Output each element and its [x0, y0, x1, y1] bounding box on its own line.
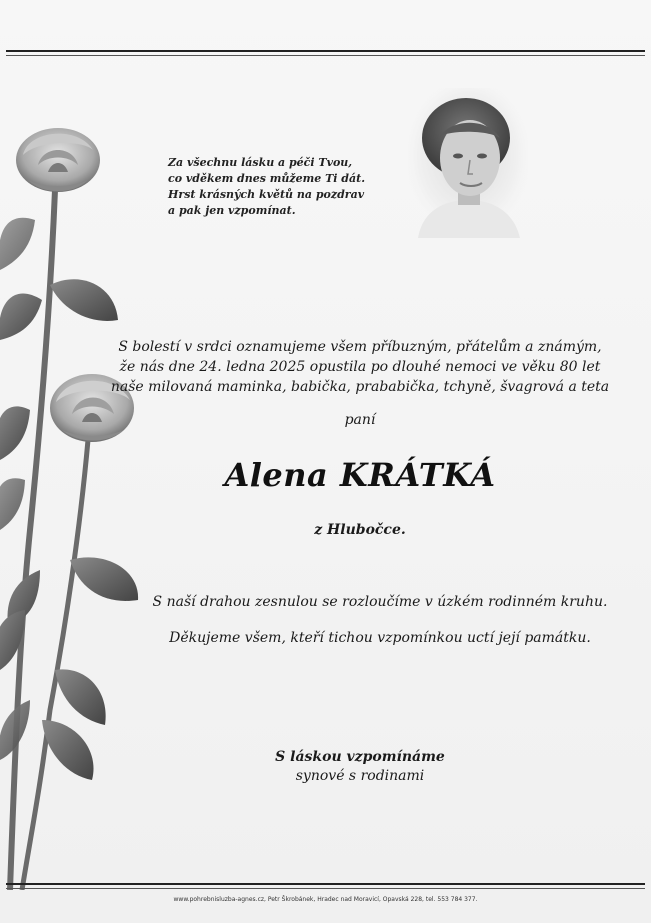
signature-line-2: synové s rodinami [295, 768, 425, 784]
bottom-rule [6, 883, 645, 885]
announcement-text [100, 337, 620, 397]
poem-line: Hrst krásných květů na pozdrav [168, 188, 365, 201]
signature-line-1: S láskou vzpomínáme [275, 749, 445, 765]
top-rule-thin [6, 55, 645, 56]
signature [230, 748, 490, 786]
bottom-rule-thin [6, 888, 645, 889]
poem-line: a pak jen vzpomínat. [168, 204, 296, 217]
rose-decoration-icon [0, 110, 150, 890]
poem-line: co vděkem dnes můžeme Ti dát. [168, 172, 366, 185]
top-rule [6, 50, 645, 52]
deceased-name: Alena KRÁTKÁ [224, 456, 496, 494]
farewell-line-1: S naší drahou zesnulou se rozloučíme v úzkém rodinném kruhu. [152, 594, 608, 610]
announcement-line: že nás dne 24. ledna 2025 opustila po dlouhé nemoci ve věku 80 let [119, 359, 601, 375]
memorial-poem [168, 155, 408, 219]
announcement-line: naše milovaná maminka, babička, prababička, tchyně, švagrová a teta [110, 379, 610, 395]
farewell-line-2: Děkujeme všem, kteří tichou vzpomínkou uctí její památku. [169, 630, 591, 646]
title-pani: paní [344, 412, 376, 428]
portrait-photo-icon [408, 88, 528, 238]
announcement-line: S bolestí v srdci oznamujeme všem příbuzným, přátelům a známým, [118, 339, 602, 355]
deceased-place: z Hlubočce. [314, 522, 406, 538]
poem-line: Za všechnu lásku a péči Tvou, [168, 156, 353, 169]
footer-contact: www.pohrebnisluzba-agnes.cz, Petr Škrobánek, Hradec nad Moravicí, Opavská 228, tel. 553 784 377. [173, 896, 478, 903]
